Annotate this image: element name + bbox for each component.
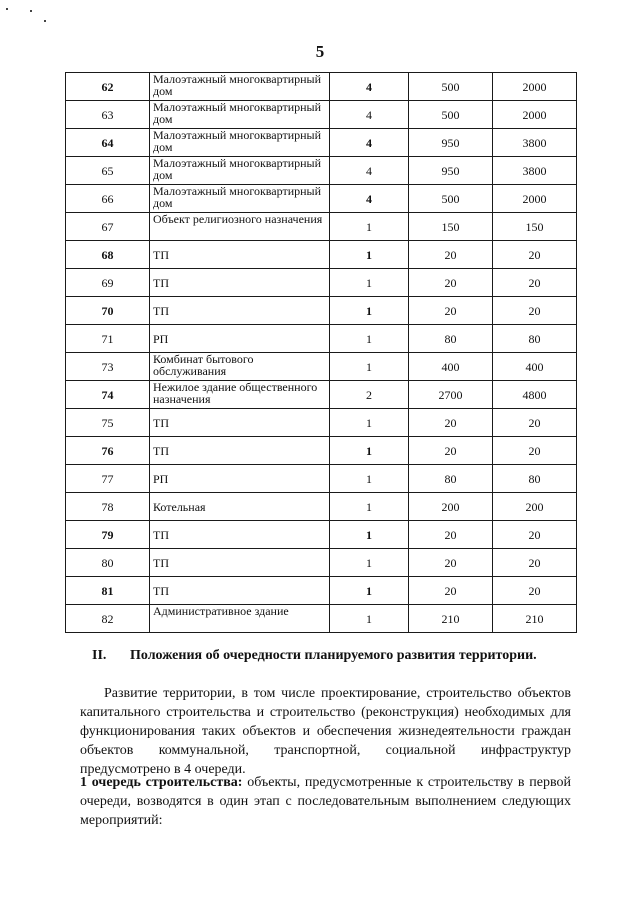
row-number-cell: 69 xyxy=(66,269,150,297)
value1-cell: 950 xyxy=(409,129,493,157)
table-row xyxy=(66,213,577,241)
row-number-cell: 63 xyxy=(66,101,150,129)
value1-cell: 2700 xyxy=(409,381,493,409)
table-row xyxy=(66,521,577,549)
count-cell: 1 xyxy=(330,241,409,269)
row-number-cell: 77 xyxy=(66,465,150,493)
row-number-cell: 76 xyxy=(66,437,150,465)
table-row xyxy=(66,101,577,129)
scan-artifact xyxy=(6,8,8,10)
count-cell: 1 xyxy=(330,549,409,577)
count-cell: 1 xyxy=(330,577,409,605)
count-cell: 1 xyxy=(330,521,409,549)
table-row xyxy=(66,73,577,101)
value2-cell: 20 xyxy=(493,241,577,269)
table-row xyxy=(66,269,577,297)
object-name-cell: ТП xyxy=(150,549,330,577)
object-name-cell: Малоэтажный многоквартирный дом xyxy=(150,129,330,157)
row-number-cell: 80 xyxy=(66,549,150,577)
object-name-cell: Комбинат бытового обслуживания xyxy=(150,353,330,381)
table-row xyxy=(66,465,577,493)
value2-cell: 80 xyxy=(493,465,577,493)
row-number-cell: 70 xyxy=(66,297,150,325)
value1-cell: 500 xyxy=(409,73,493,101)
count-cell: 1 xyxy=(330,493,409,521)
value2-cell: 20 xyxy=(493,269,577,297)
object-name-cell: ТП xyxy=(150,297,330,325)
section-title: Положения об очередности планируемого развития территории. xyxy=(130,648,537,663)
value1-cell: 950 xyxy=(409,157,493,185)
row-number-cell: 74 xyxy=(66,381,150,409)
table-row xyxy=(66,241,577,269)
row-number-cell: 67 xyxy=(66,213,150,241)
count-cell: 4 xyxy=(330,101,409,129)
count-cell: 1 xyxy=(330,465,409,493)
count-cell: 1 xyxy=(330,353,409,381)
page-number: 5 xyxy=(315,42,325,61)
value2-cell: 2000 xyxy=(493,101,577,129)
object-name-cell: Малоэтажный многоквартирный дом xyxy=(150,73,330,101)
scan-artifact xyxy=(30,10,32,12)
value2-cell: 2000 xyxy=(493,73,577,101)
value2-cell: 3800 xyxy=(493,157,577,185)
table-row xyxy=(66,437,577,465)
value1-cell: 20 xyxy=(409,577,493,605)
row-number-cell: 71 xyxy=(66,325,150,353)
value1-cell: 200 xyxy=(409,493,493,521)
row-number-cell: 82 xyxy=(66,605,150,633)
section-number: II. xyxy=(92,648,107,663)
value1-cell: 500 xyxy=(409,101,493,129)
row-number-cell: 62 xyxy=(66,73,150,101)
value2-cell: 200 xyxy=(493,493,577,521)
value2-cell: 80 xyxy=(493,325,577,353)
row-number-cell: 79 xyxy=(66,521,150,549)
stage1-lead: 1 очередь строительства: xyxy=(80,775,243,790)
row-number-cell: 64 xyxy=(66,129,150,157)
row-number-cell: 78 xyxy=(66,493,150,521)
value1-cell: 80 xyxy=(409,325,493,353)
object-name-cell: Котельная xyxy=(150,493,330,521)
object-name-cell: ТП xyxy=(150,241,330,269)
count-cell: 1 xyxy=(330,269,409,297)
value2-cell: 20 xyxy=(493,577,577,605)
object-name-cell: Нежилое здание общественного назначения xyxy=(150,381,330,409)
value1-cell: 500 xyxy=(409,185,493,213)
object-name-cell: РП xyxy=(150,465,330,493)
row-number-cell: 73 xyxy=(66,353,150,381)
table-row xyxy=(66,325,577,353)
object-name-cell: ТП xyxy=(150,409,330,437)
table-row xyxy=(66,577,577,605)
count-cell: 1 xyxy=(330,213,409,241)
objects-table xyxy=(65,72,577,633)
count-cell: 1 xyxy=(330,297,409,325)
table-row xyxy=(66,493,577,521)
value2-cell: 20 xyxy=(493,297,577,325)
scan-artifact xyxy=(44,20,46,22)
value1-cell: 20 xyxy=(409,297,493,325)
row-number-cell: 68 xyxy=(66,241,150,269)
count-cell: 4 xyxy=(330,157,409,185)
value2-cell: 150 xyxy=(493,213,577,241)
object-name-cell: ТП xyxy=(150,577,330,605)
table-row xyxy=(66,157,577,185)
object-name-cell: Административное здание xyxy=(150,605,330,633)
table-row xyxy=(66,549,577,577)
section-heading xyxy=(92,648,592,664)
value2-cell: 2000 xyxy=(493,185,577,213)
intro-paragraph: Развитие территории, в том числе проектирование, строительство объектов капитального строительства и строительство (реконструкция) необходимых для функционирования таких объектов и обеспечения жизнедеятельности граждан объектов коммунальной, транспортной, социальной инфраструктур предусмотрено в 4 очереди. xyxy=(80,686,571,777)
count-cell: 4 xyxy=(330,185,409,213)
count-cell: 4 xyxy=(330,73,409,101)
table-row xyxy=(66,185,577,213)
table-row xyxy=(66,605,577,633)
object-name-cell: Малоэтажный многоквартирный дом xyxy=(150,101,330,129)
object-name-cell: ТП xyxy=(150,437,330,465)
value1-cell: 210 xyxy=(409,605,493,633)
count-cell: 4 xyxy=(330,129,409,157)
count-cell: 2 xyxy=(330,381,409,409)
row-number-cell: 66 xyxy=(66,185,150,213)
value1-cell: 20 xyxy=(409,437,493,465)
value1-cell: 20 xyxy=(409,521,493,549)
table-row xyxy=(66,353,577,381)
value2-cell: 210 xyxy=(493,605,577,633)
object-name-cell: ТП xyxy=(150,521,330,549)
value1-cell: 20 xyxy=(409,409,493,437)
row-number-cell: 75 xyxy=(66,409,150,437)
value1-cell: 20 xyxy=(409,241,493,269)
table-row xyxy=(66,129,577,157)
table-row xyxy=(66,409,577,437)
value1-cell: 20 xyxy=(409,549,493,577)
object-name-cell: РП xyxy=(150,325,330,353)
value1-cell: 150 xyxy=(409,213,493,241)
value2-cell: 20 xyxy=(493,409,577,437)
row-number-cell: 81 xyxy=(66,577,150,605)
value2-cell: 4800 xyxy=(493,381,577,409)
object-name-cell: Малоэтажный многоквартирный дом xyxy=(150,157,330,185)
value2-cell: 20 xyxy=(493,437,577,465)
table-body xyxy=(66,73,577,633)
value1-cell: 400 xyxy=(409,353,493,381)
value1-cell: 20 xyxy=(409,269,493,297)
table-row xyxy=(66,381,577,409)
value1-cell: 80 xyxy=(409,465,493,493)
value2-cell: 20 xyxy=(493,521,577,549)
value2-cell: 400 xyxy=(493,353,577,381)
stage1-text: объекты, предусмотренные к строительству в первой очереди, возводятся в один этап с последовательным выполнением следующих мероприятий: xyxy=(80,775,571,828)
count-cell: 1 xyxy=(330,437,409,465)
object-name-cell: Объект религиозного назначения xyxy=(150,213,330,241)
stage1-paragraph xyxy=(80,773,571,830)
table-row xyxy=(66,297,577,325)
row-number-cell: 65 xyxy=(66,157,150,185)
count-cell: 1 xyxy=(330,325,409,353)
count-cell: 1 xyxy=(330,409,409,437)
object-name-cell: Малоэтажный многоквартирный дом xyxy=(150,185,330,213)
count-cell: 1 xyxy=(330,605,409,633)
value2-cell: 20 xyxy=(493,549,577,577)
value2-cell: 3800 xyxy=(493,129,577,157)
object-name-cell: ТП xyxy=(150,269,330,297)
